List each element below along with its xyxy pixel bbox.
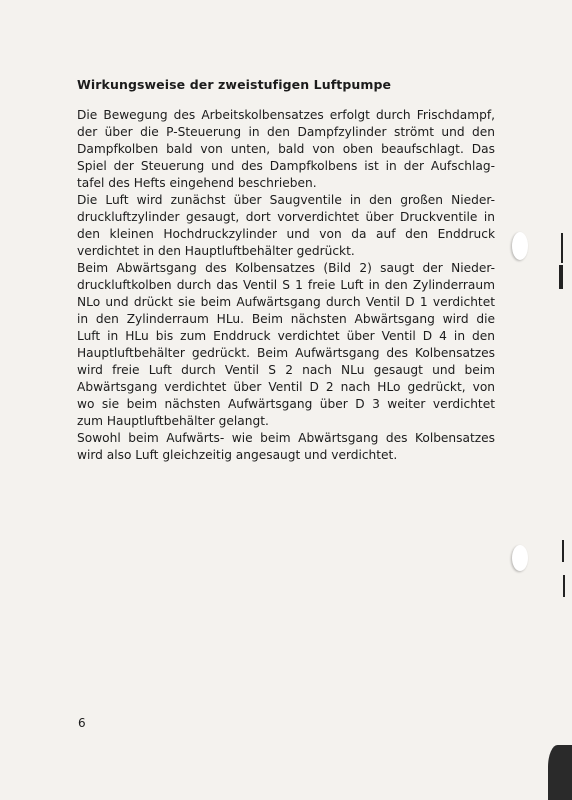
body-text (77, 107, 495, 464)
binder-edge-mark (563, 575, 565, 597)
text-line: in den Zylinderraum HLu. Beim nächsten Abwärtsgang wird die (77, 312, 495, 326)
text-line: Beim Abwärtsgang des Kolbensatzes (Bild 2) saugt der Nieder- (77, 261, 495, 275)
text-line: Spiel der Steuerung und des Dampfkolbens ist in der Aufschlag- (77, 159, 495, 173)
text-line: Die Luft wird zunächst über Saugventile in den großen Nieder- (77, 193, 495, 207)
text-line: druckluftzylinder gesaugt, dort vorverdichtet über Druckventile in (77, 210, 495, 224)
text-line: Abwärtsgang verdichtet über Ventil D 2 nach HLo gedrückt, von (77, 380, 495, 394)
text-line: wo sie beim nächsten Aufwärtsgang über D 3 weiter verdichtet (77, 397, 495, 411)
section-heading: Wirkungsweise der zweistufigen Luftpumpe (77, 77, 392, 92)
text-line: der über die P-Steuerung in den Dampfzylinder strömt und den (77, 125, 495, 139)
text-line: Dampfkolben bald von unten, bald von oben beaufschlagt. Das (77, 142, 495, 156)
binder-edge-mark (561, 233, 563, 263)
text-line: zum Hauptluftbehälter gelangt. (77, 414, 269, 428)
binder-edge-mark (562, 540, 564, 562)
text-line: wird also Luft gleichzeitig angesaugt und verdichtet. (77, 448, 398, 462)
binder-hole (512, 232, 528, 260)
text-line: NLo und drückt sie beim Aufwärtsgang durch Ventil D 1 verdichtet (77, 295, 495, 309)
text-line: tafel des Hefts eingehend beschrieben. (77, 176, 317, 190)
text-line: den kleinen Hochdruckzylinder und von da auf den Enddruck (77, 227, 495, 241)
binder-hole (512, 545, 528, 571)
text-line: wird freie Luft durch Ventil S 2 nach NLu gesaugt und beim (77, 363, 495, 377)
text-line: Luft in HLu bis zum Enddruck verdichtet über Ventil D 4 in den (77, 329, 495, 343)
page-corner-shadow (548, 745, 572, 800)
binder-edge-mark (559, 265, 563, 289)
text-line: Sowohl beim Aufwärts- wie beim Abwärtsgang des Kolbensatzes (77, 431, 495, 445)
page-number: 6 (78, 716, 86, 730)
text-line: Die Bewegung des Arbeitskolbensatzes erfolgt durch Frischdampf, (77, 108, 495, 122)
text-line: verdichtet in den Hauptluftbehälter gedrückt. (77, 244, 355, 258)
text-line: Hauptluftbehälter gedrückt. Beim Aufwärtsgang des Kolbensatzes (77, 346, 495, 360)
text-line: druckluftkolben durch das Ventil S 1 freie Luft in den Zylinderraum (77, 278, 495, 292)
